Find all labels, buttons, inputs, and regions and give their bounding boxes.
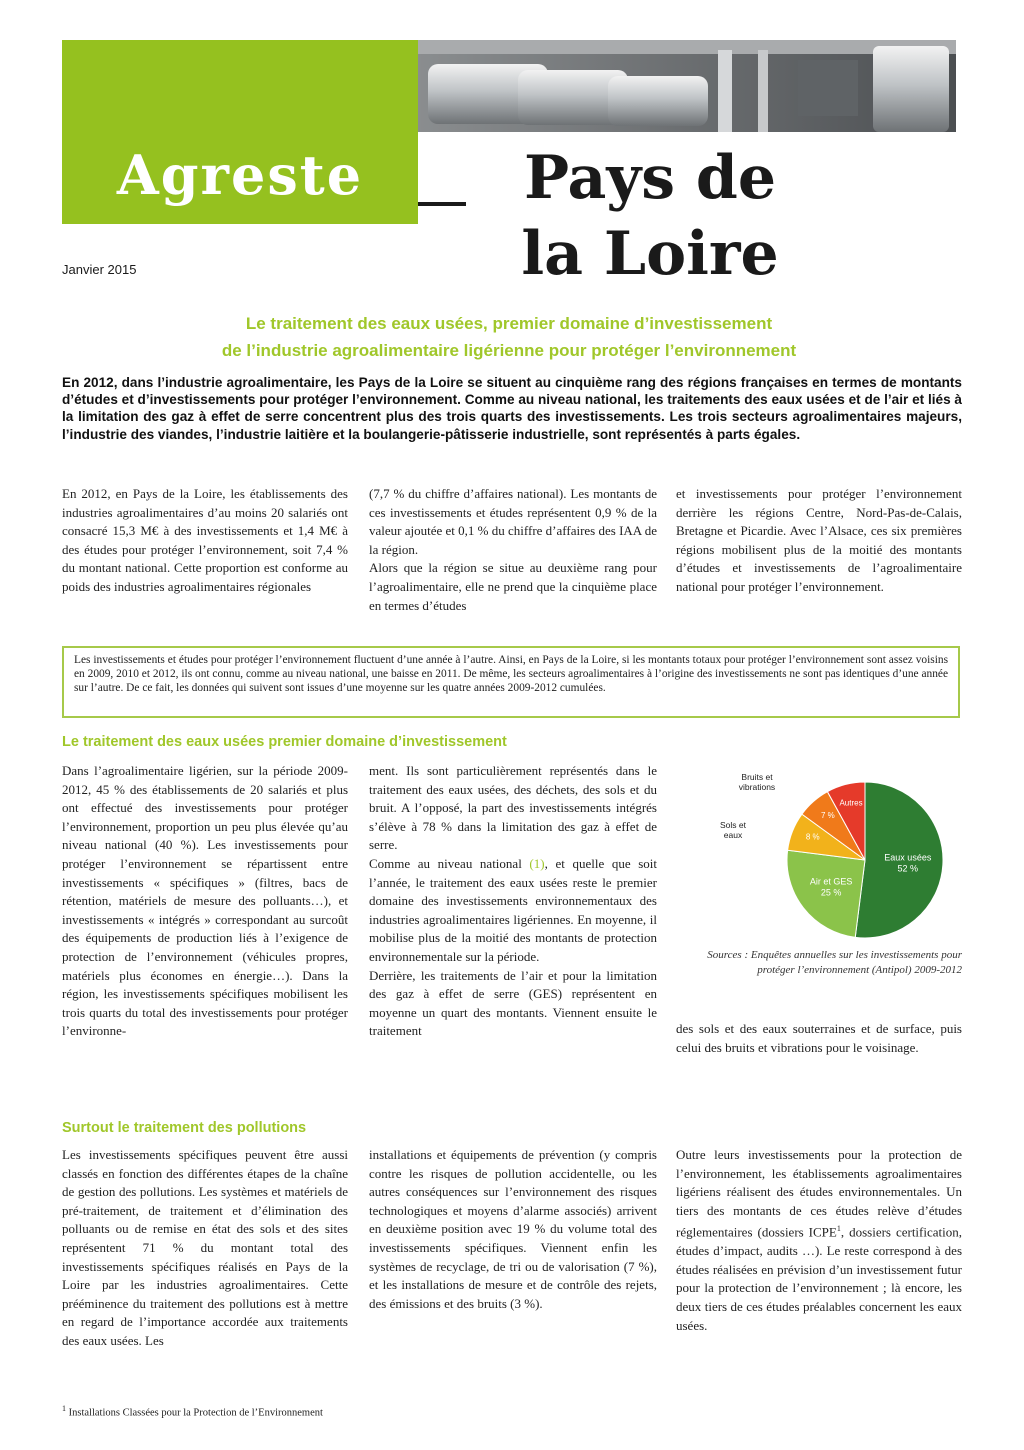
section2-paragraph-1: Les investissements spécifiques peuvent être aussi classés en fonction des différentes étapes de la chaîne de gestion des pollutions. Les systèmes et matériels de pré-traitement, de traitement et d’élimination des polluants ou de remise en état des sols et des sites représentent 71 % du montant total des investissements spécifiques réalisés en Pays de la Loire par les industries agroalimentaires. Cette prééminence du traitement des pollutions est à mettre en regard de l’importance accordée aux traitements des eaux usées. Les [62, 1147, 348, 1348]
publication-date: Janvier 2015 [62, 262, 137, 277]
main-title-line2: de l’industrie agroalimentaire ligérienne pour protéger l’environnement [221, 341, 797, 360]
section1-paragraph-3 [369, 855, 657, 967]
header-photo [418, 40, 956, 132]
section2-paragraph-3 [676, 1146, 962, 1335]
footnote-ref: 1 [836, 1224, 841, 1234]
brand-logo: Agreste [116, 143, 364, 207]
section1-paragraph-3-end: , et quelle que soit l’année, le traitement des eaux usées reste le premier domaine des investissements environnementaux des industries agroalimentaires ligériennes. En moyenne, il mobilise plus de la moitié des montants de protection environnementale sur la période. [369, 855, 657, 964]
chart-source: Sources : Enquêtes annuelles sur les investissements pour protéger l’environnement (Antipol) 2009-2012 [707, 949, 962, 976]
pie-value-label-2: 8 % [805, 832, 820, 842]
section1-paragraph-4: Derrière, les traitements de l’air et pour la limitation des gaz à effet de serre (GES) représentent en moyenne un quart des montants. Viennent ensuite le traitement [369, 967, 657, 1039]
pie-value-label-1: Air et GES 25 % [809, 876, 853, 898]
intro-column-1 [62, 485, 348, 597]
intro-paragraph-4: et investissements pour protéger l’environnement derrière les régions Centre, Nord-Pas-de-Calais, Bretagne et Picardie. Avec l’Alsace, ces six premières régions mobilisent plus de la moitié des montants d’études et investissements de l’agroalimentaire national pour protéger l’environnement. [676, 486, 962, 594]
reference-link[interactable]: (1) [529, 855, 545, 871]
section1-paragraph-5: des sols et des eaux souterraines et de surface, puis celui des bruits et vibrations pour le voisinage. [676, 1021, 962, 1055]
section2-paragraph-2: installations et équipements de prévention (y compris contre les risques de pollution accidentelle, ou les autres conséquences sur l’environnement des risques technologiques et moyens d’alarme associés) arrivent en deuxième position avec 19 % du volume total des investissements spécifiques. Viennent enfin les systèmes de recyclage, de tri ou de valorisation (7 %), et les installations de mesure et de contrôle des rejets, des émissions et des bruits (3 %). [369, 1147, 657, 1311]
region-title-line1: Pays de [523, 143, 777, 213]
section2-column-2 [369, 1146, 657, 1313]
region-title-line2: la Loire [521, 219, 779, 289]
section-title-1: Le traitement des eaux usées premier domaine d’investissement [62, 734, 507, 750]
section2-column-1 [62, 1146, 348, 1351]
section1-paragraph-3-start: Comme au niveau national [369, 855, 530, 871]
section2-paragraph-3-end: , dossiers certification, études d’impact, audits …). Le reste correspond à des études réalisées en prévision d’un investissement futur pour la protection de l’environnement ; là encore, les deux tiers de ces études préalables concernent les eaux usées. [676, 1224, 962, 1333]
lead-paragraph: En 2012, dans l’industrie agroalimentaire, les Pays de la Loire se situent au cinquième rang des régions françaises en termes de montants d’études et d’investissements pour protéger l’environnement. Comme au niveau national, les traitements des eaux usées et de l’air et liés à la limitation des gaz à effet de serre concentrent plus des trois quarts des investissements. Les trois secteurs agroalimentaires majeurs, l’industrie des viandes, l’industrie laitière et la boulangerie-pâtisserie industrielle, sont représentés à parts égales. [62, 375, 962, 442]
header-underline [418, 202, 466, 206]
section1-paragraph-2: ment. Ils sont particulièrement représentés dans le traitement des eaux usées, des déchets, des sols et du bruit. A l’opposé, la part des investissements intégrés s’élève à 78 % dans la limitation des gaz à effet de serre. [369, 763, 657, 853]
intro-paragraph-1: En 2012, en Pays de la Loire, les établissements des industries agroalimentaires d’au moins 20 salariés ont consacré 15,3 M€ à des investissements et 1,4 M€ à des études pour protéger l’environnement, soit 7,4 % du montant national. Cette proportion est conforme au poids des industries agroalimentaires régionales [62, 486, 348, 594]
main-title [62, 310, 956, 364]
intro-paragraph-2: (7,7 % du chiffre d’affaires national). Les montants de ces investissements et études représentent 0,9 % de la valeur ajoutée et 0,1 % du chiffre d’affaires des IAA de la région. [369, 486, 657, 557]
pie-chart [705, 768, 965, 948]
footnote [62, 1404, 323, 1419]
intro-column-3 [676, 485, 962, 597]
main-title-line1: Le traitement des eaux usées, premier domaine d’investissement [245, 314, 773, 333]
intro-column-2 [369, 485, 657, 615]
section2-paragraph-3-start: Outre leurs investissements pour la protection de l’environnement, les établissements agroalimentaires ligériens réalisent des études environnementales. Un tiers des montants de ces études relève d’études réglementaires (dossiers ICPE [676, 1147, 962, 1240]
section1-column-1 [62, 762, 348, 1041]
pie-value-label-0: Eaux usées 52 % [884, 852, 932, 874]
section1-column-2 [369, 762, 657, 1041]
intro-paragraph-3: Alors que la région se situe au deuxième rang pour l’agroalimentaire, elle ne prend que la cinquième place en termes d’études [369, 560, 657, 613]
pie-outside-label-3: Bruits et vibrations [738, 772, 776, 792]
pie-value-label-3: 7 % [820, 810, 835, 820]
pie-outside-label-2: Sols et eaux [720, 820, 746, 840]
footnote-text: Installations Classées pour la Protection de l’Environnement [68, 1407, 323, 1419]
section2-column-3 [676, 1146, 962, 1335]
region-title [440, 140, 860, 292]
section1-paragraph-1: Dans l’agroalimentaire ligérien, sur la période 2009-2012, 45 % des établissements de 20 salariés et plus ont effectué des investissements pour protéger l’environnement, proportion un peu plus élevée qu’au niveau national (40 %). Les investissements pour protéger l’environnement se répartissent entre investissements « spécifiques » (filtres, bacs de rétention, matériels de mesure des polluants…), et investissements « intégrés » correspondant au surcoût des équipements de production liés à l’exigence de protection de l’environnement (véhicules propres, matériels plus économes en énergie…). Dans la région, les investissements spécifiques mobilisent les trois quarts du total des investissements pour protéger l’environne- [62, 763, 348, 1039]
section1-column-3 [676, 1020, 962, 1057]
section-title-2: Surtout le traitement des pollutions [62, 1120, 307, 1136]
pie-chart-svg [705, 768, 965, 948]
footnote-marker: 1 [62, 1404, 66, 1413]
note-box-text: Les investissements et études pour protéger l’environnement fluctuent d’une année à l’autre. Ainsi, en Pays de la Loire, si les montants totaux pour protéger l’environnement sont assez voisins en 2009, 2010 et 2012, ils ont connu, comme au niveau national, une baisse en 2011. De même, les secteurs agroalimentaires à l’origine des investissements ne sont pas identiques d’une année sur l’autre. De ce fait, les données qui suivent sont issues d’une moyenne sur les quatre années 2009-2012 cumulées. [74, 654, 948, 694]
note-box [62, 646, 960, 718]
pie-value-label-4: Autres [839, 798, 863, 808]
